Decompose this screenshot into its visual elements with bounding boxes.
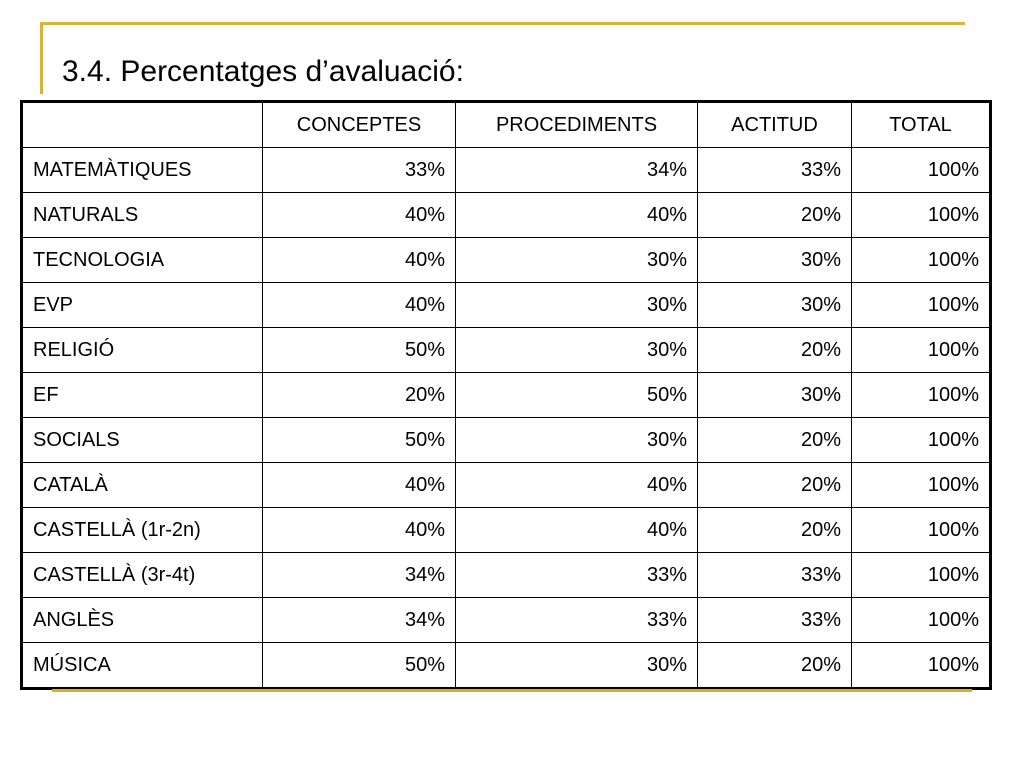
cell-actitud: 20%: [698, 193, 852, 238]
cell-total: 100%: [852, 193, 991, 238]
table-row: [22, 463, 991, 508]
title-accent-line-top: [40, 22, 965, 25]
cell-subject: CATALÀ: [22, 463, 263, 508]
header-subject: [22, 102, 263, 148]
cell-procediments: 34%: [456, 148, 698, 193]
cell-procediments: 30%: [456, 283, 698, 328]
cell-total: 100%: [852, 148, 991, 193]
table-header-row: [22, 102, 991, 148]
cell-procediments: 40%: [456, 193, 698, 238]
cell-conceptes: 40%: [263, 283, 456, 328]
cell-procediments: 30%: [456, 418, 698, 463]
cell-conceptes: 33%: [263, 148, 456, 193]
cell-total: 100%: [852, 508, 991, 553]
cell-conceptes: 50%: [263, 328, 456, 373]
cell-subject: SOCIALS: [22, 418, 263, 463]
table-row: [22, 328, 991, 373]
cell-procediments: 30%: [456, 238, 698, 283]
cell-actitud: 20%: [698, 328, 852, 373]
cell-total: 100%: [852, 463, 991, 508]
cell-procediments: 30%: [456, 328, 698, 373]
table-row: [22, 598, 991, 643]
cell-actitud: 20%: [698, 643, 852, 689]
cell-actitud: 30%: [698, 283, 852, 328]
cell-subject: EF: [22, 373, 263, 418]
cell-subject: MÚSICA: [22, 643, 263, 689]
bottom-accent-line: [52, 689, 972, 692]
slide-title: 3.4. Percentatges d’avaluació:: [62, 55, 464, 88]
table-body: [22, 148, 991, 689]
table-row: [22, 373, 991, 418]
cell-procediments: 50%: [456, 373, 698, 418]
cell-conceptes: 34%: [263, 553, 456, 598]
table-row: [22, 193, 991, 238]
cell-procediments: 30%: [456, 643, 698, 689]
cell-conceptes: 40%: [263, 238, 456, 283]
cell-procediments: 40%: [456, 463, 698, 508]
cell-subject: RELIGIÓ: [22, 328, 263, 373]
cell-total: 100%: [852, 373, 991, 418]
cell-procediments: 33%: [456, 598, 698, 643]
cell-conceptes: 50%: [263, 643, 456, 689]
cell-actitud: 20%: [698, 418, 852, 463]
cell-subject: EVP: [22, 283, 263, 328]
cell-subject: CASTELLÀ (3r-4t): [22, 553, 263, 598]
table-row: [22, 643, 991, 689]
evaluation-percentages-table: [20, 100, 992, 690]
title-accent-line-left: [40, 22, 43, 94]
cell-actitud: 33%: [698, 553, 852, 598]
cell-total: 100%: [852, 328, 991, 373]
header-procediments: PROCEDIMENTS: [456, 102, 698, 148]
cell-subject: ANGLÈS: [22, 598, 263, 643]
header-actitud: ACTITUD: [698, 102, 852, 148]
cell-conceptes: 20%: [263, 373, 456, 418]
table-row: [22, 238, 991, 283]
cell-total: 100%: [852, 283, 991, 328]
cell-actitud: 33%: [698, 598, 852, 643]
cell-procediments: 40%: [456, 508, 698, 553]
cell-conceptes: 40%: [263, 193, 456, 238]
cell-actitud: 30%: [698, 373, 852, 418]
table-row: [22, 553, 991, 598]
cell-subject: CASTELLÀ (1r-2n): [22, 508, 263, 553]
cell-subject: NATURALS: [22, 193, 263, 238]
cell-actitud: 33%: [698, 148, 852, 193]
cell-conceptes: 40%: [263, 463, 456, 508]
cell-subject: TECNOLOGIA: [22, 238, 263, 283]
cell-total: 100%: [852, 643, 991, 689]
cell-actitud: 20%: [698, 508, 852, 553]
cell-total: 100%: [852, 418, 991, 463]
table-row: [22, 148, 991, 193]
header-total: TOTAL: [852, 102, 991, 148]
cell-subject: MATEMÀTIQUES: [22, 148, 263, 193]
header-conceptes: CONCEPTES: [263, 102, 456, 148]
table-row: [22, 508, 991, 553]
cell-conceptes: 50%: [263, 418, 456, 463]
table-row: [22, 283, 991, 328]
table-row: [22, 418, 991, 463]
cell-total: 100%: [852, 238, 991, 283]
cell-total: 100%: [852, 598, 991, 643]
cell-actitud: 20%: [698, 463, 852, 508]
cell-conceptes: 40%: [263, 508, 456, 553]
cell-total: 100%: [852, 553, 991, 598]
cell-actitud: 30%: [698, 238, 852, 283]
cell-procediments: 33%: [456, 553, 698, 598]
cell-conceptes: 34%: [263, 598, 456, 643]
